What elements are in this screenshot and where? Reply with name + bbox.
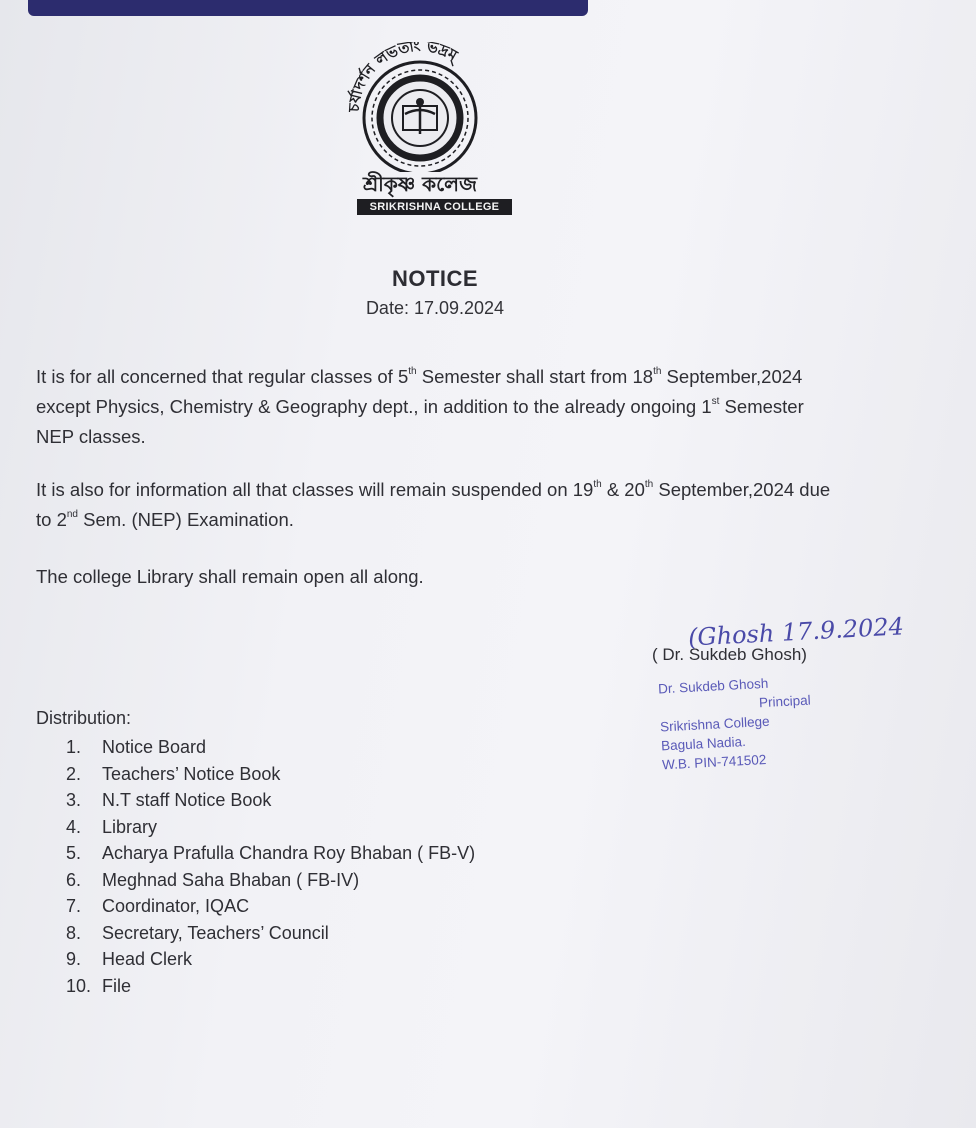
- college-name-english: SRIKRISHNA COLLEGE: [357, 199, 512, 215]
- list-item: 10. File: [66, 975, 132, 996]
- list-item: 1. Notice Board: [66, 737, 207, 757]
- list-item: 8. Secretary, Teachers’ Council: [66, 922, 329, 943]
- paragraph-semester-start: It is for all concerned that regular classes of 5th Semester shall start from 18th September,2024 except Physics, Chemistry & Geography dept., in addition to the already ongoing 1st Semester NEP classes.: [36, 366, 804, 447]
- paragraph-library: The college Library shall remain open all along.: [36, 566, 424, 587]
- top-edge-bar: [28, 0, 588, 16]
- list-item: 9. Head Clerk: [66, 949, 193, 969]
- list-item: 4. Library: [66, 816, 158, 837]
- stamp-line: Bagula Nadia.: [660, 733, 747, 754]
- stamp-line: Dr. Sukdeb Ghosh: [657, 675, 769, 697]
- list-item: 5. Acharya Prafulla Chandra Roy Bhaban ( FB-V): [66, 843, 476, 863]
- signatory-name: ( Dr. Sukdeb Ghosh): [652, 645, 807, 664]
- stamp-line: Principal: [758, 692, 812, 711]
- college-name-bengali: শ্রীকৃষ্ণ কলেজ: [363, 172, 477, 196]
- list-item: 3. N.T staff Notice Book: [66, 790, 272, 810]
- notice-date: Date: 17.09.2024: [365, 298, 505, 318]
- college-logo: [345, 42, 515, 222]
- distribution-heading: Distribution:: [36, 708, 132, 728]
- svg-text:চর্যাদর্শন লভতাং ভদ্রম্: চর্যাদর্শন লভতাং ভদ্রম্: [345, 42, 461, 113]
- paragraph-classes-suspended: It is also for information all that classes will remain suspended on 19th & 20th September,2024 due to 2nd Sem. (NEP) Examination.: [36, 479, 831, 530]
- stamp-line: W.B. PIN-741502: [661, 751, 767, 773]
- stamp-line: Srikrishna College: [659, 713, 770, 735]
- list-item: 7. Coordinator, IQAC: [66, 896, 250, 916]
- handwritten-signature: (Ghosh 17.9.2024: [687, 612, 905, 652]
- college-emblem: [345, 42, 515, 172]
- list-item: 2. Teachers’ Notice Book: [66, 763, 281, 784]
- distribution-list: [66, 734, 475, 999]
- principal-stamp: [658, 671, 833, 775]
- notice-title: NOTICE: [391, 266, 479, 291]
- list-item: 6. Meghnad Saha Bhaban ( FB-IV): [66, 869, 360, 890]
